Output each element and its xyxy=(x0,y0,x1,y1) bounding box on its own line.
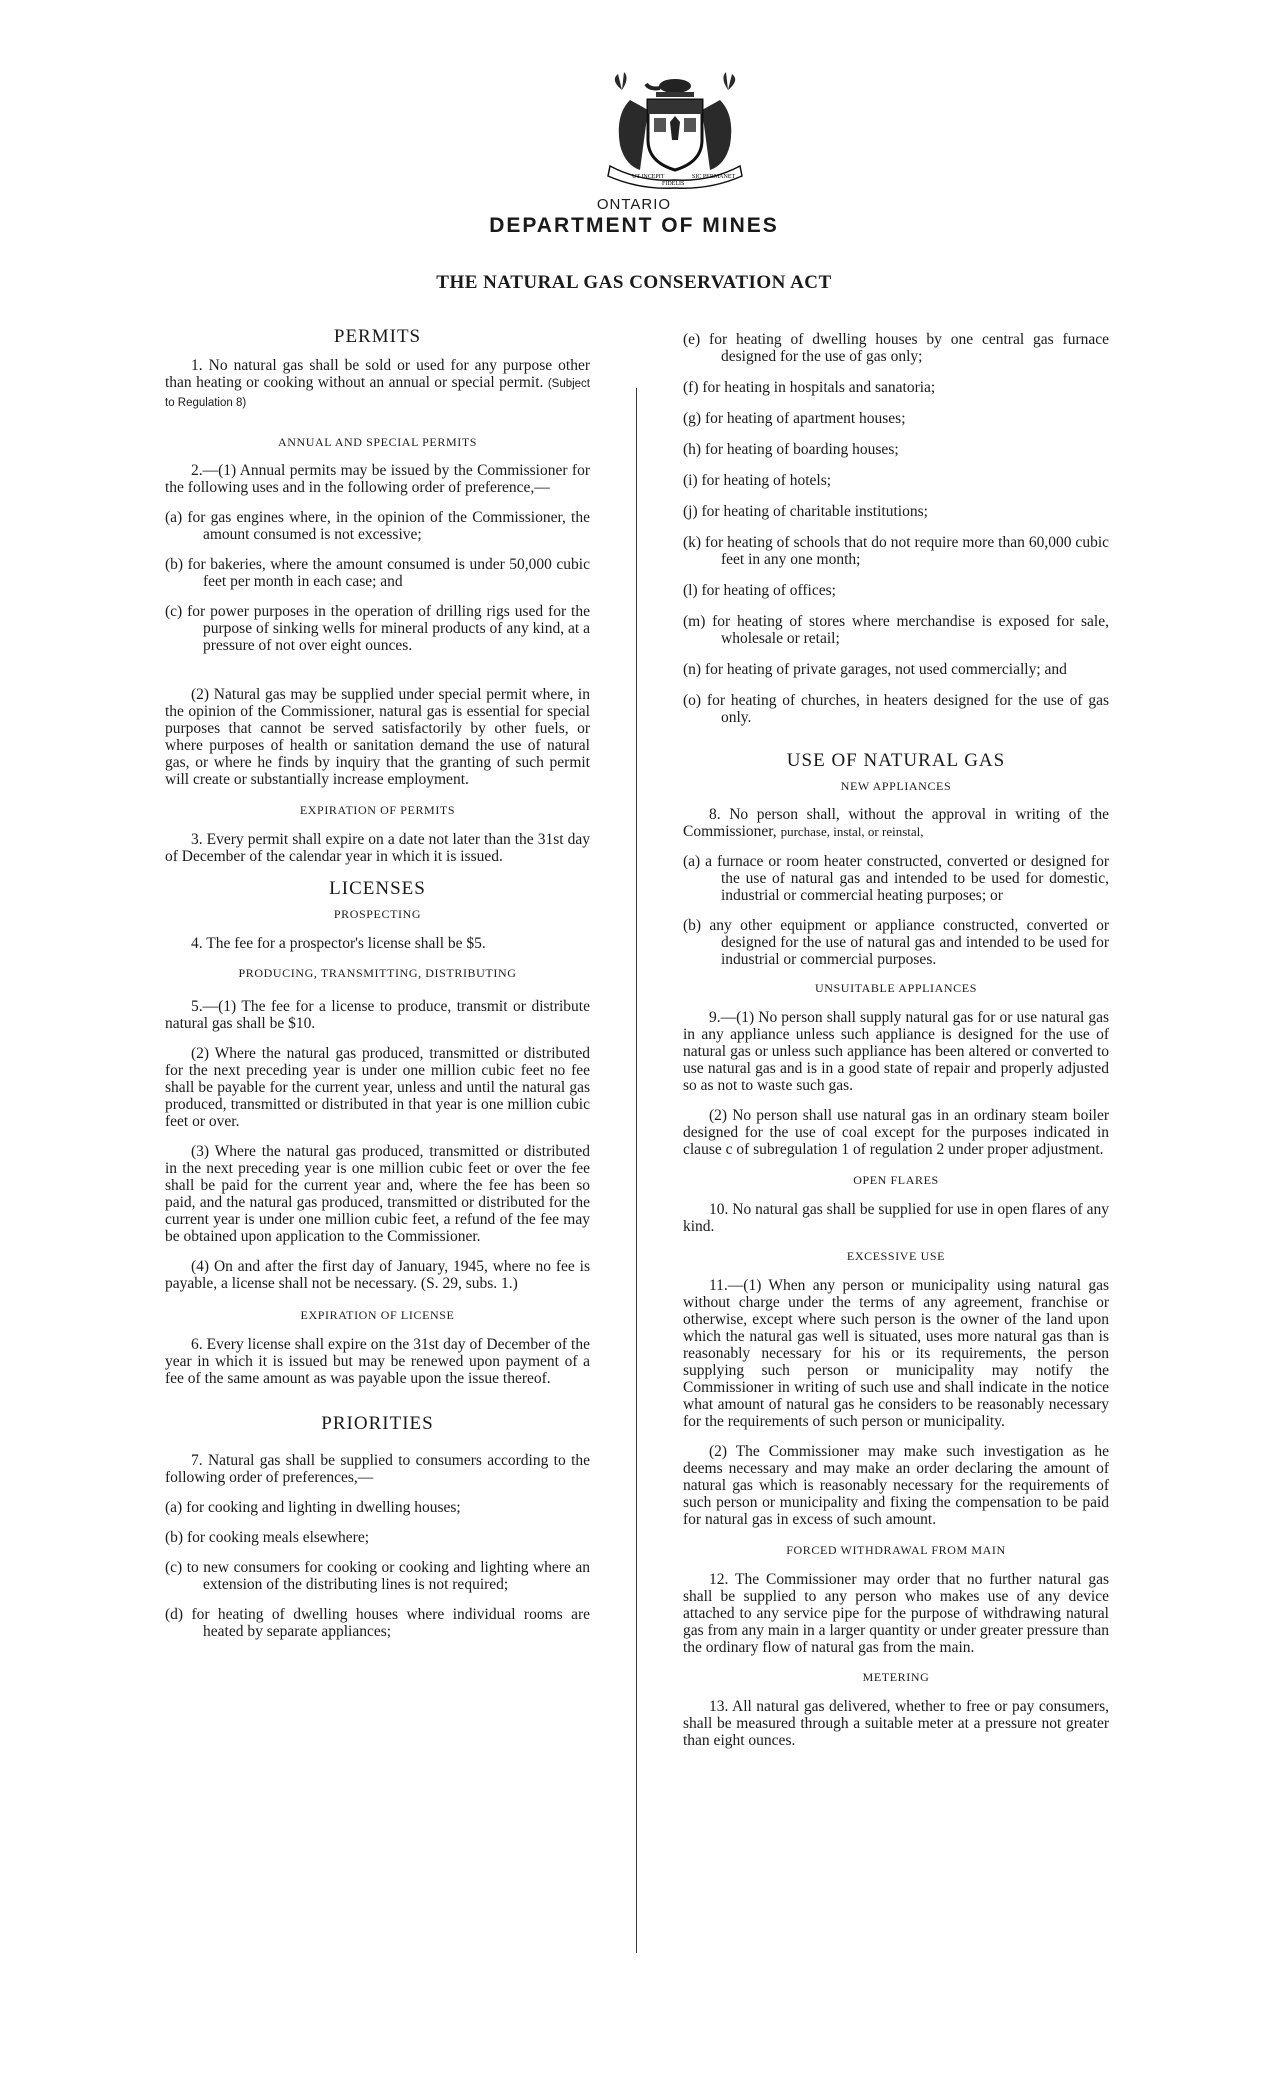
regulation-1: 1. No natural gas shall be sold or used for any purpose other than heating or cooking without an annual or special permit. (Subject to Regulation 8) xyxy=(165,357,590,409)
regulation-2-1: 2.—(1) Annual permits may be issued by the Commissioner for the following uses and in the following order of preference,— xyxy=(165,462,590,496)
regulation-7: 7. Natural gas shall be supplied to consumers according to the following order of preferences,— xyxy=(165,1452,590,1486)
regulation-7-j: (j) for heating of charitable institutions; xyxy=(683,503,928,520)
regulation-7-i: (i) for heating of hotels; xyxy=(683,472,832,489)
regulation-5-3: (3) Where the natural gas produced, transmitted or distributed in the next preceding year is one million cubic feet or over the fee shall be paid for the current year and, where the fee has been so paid, and the natural gas produced, transmitted or distributed for the current year is under one million cubic feet, a refund of the fee may be obtained upon application to the Commissioner. xyxy=(165,1143,590,1245)
department-name: DEPARTMENT OF MINES xyxy=(489,214,779,237)
regulation-5-4: (4) On and after the first day of January, 1945, where no fee is payable, a license shall not be necessary. (S. 29, subs. 1.) xyxy=(165,1258,590,1292)
subheading-prospecting: PROSPECTING xyxy=(333,907,422,921)
regulation-7-o: (o) for heating of churches, in heaters designed for the use of gas only. xyxy=(683,692,1109,726)
subheading-excessive-use: EXCESSIVE USE xyxy=(846,1249,946,1263)
section-heading-permits: PERMITS xyxy=(333,326,422,347)
regulation-7-a: (a) for cooking and lighting in dwelling houses; xyxy=(165,1499,461,1516)
regulation-7-g: (g) for heating of apartment houses; xyxy=(683,410,906,427)
regulation-8-b: (b) any other equipment or appliance constructed, converted or designed for the use of natural gas and intended to be used for industrial or commercial purposes. xyxy=(683,917,1109,968)
section-heading-use-of-natural-gas: USE OF NATURAL GAS xyxy=(786,750,1006,771)
regulation-7-e: (e) for heating of dwelling houses by one central gas furnace designed for the use of gas only; xyxy=(683,331,1109,365)
right-column xyxy=(683,326,1109,1749)
regulation-5-2: (2) Where the natural gas produced, transmitted or distributed for the next preceding year is under one million cubic feet no fee shall be payable for the current year, unless and until the natural gas produced, transmitted or distributed in that year is one million cubic feet or over. xyxy=(165,1045,590,1130)
regulation-8: 8. No person shall, without the approval in writing of the Commissioner, purchase, instal, or reinstal, xyxy=(683,806,1109,840)
subheading-metering: METERING xyxy=(862,1670,930,1684)
subheading-annual-special-permits: ANNUAL AND SPECIAL PERMITS xyxy=(277,435,478,449)
regulation-7-l: (l) for heating of offices; xyxy=(683,582,836,599)
regulation-8-a: (a) a furnace or room heater constructed, converted or designed for the use of natural gas and intended to be used for domestic, industrial or commercial heating purposes; or xyxy=(683,853,1109,904)
regulation-2-b: (b) for bakeries, where the amount consumed is under 50,000 cubic feet per month in each case; and xyxy=(165,556,590,590)
subheading-expiration-of-license: EXPIRATION OF LICENSE xyxy=(300,1308,455,1322)
regulation-7-m: (m) for heating of stores where merchandise is exposed for sale, wholesale or retail; xyxy=(683,613,1109,647)
regulation-10: 10. No natural gas shall be supplied for use in open flares of any kind. xyxy=(683,1201,1109,1235)
regulation-2-c: (c) for power purposes in the operation of drilling rigs used for the purpose of sinking wells for mineral products of any kind, at a pressure of not over eight ounces. xyxy=(165,603,590,654)
subheading-forced-withdrawal: FORCED WITHDRAWAL FROM MAIN xyxy=(786,1543,1006,1557)
section-heading-licenses: LICENSES xyxy=(329,878,426,899)
regulation-11-2: (2) The Commissioner may make such investigation as he deems necessary and may make an order declaring the amount of natural gas which is reasonably necessary for the requirements of such person or municipality and fixing the compensation to be paid for natural gas in excess of such amount. xyxy=(683,1443,1109,1528)
regulation-7-b: (b) for cooking meals elsewhere; xyxy=(165,1529,370,1546)
regulation-12: 12. The Commissioner may order that no further natural gas shall be supplied to any person who makes use of any device attached to any service pipe for the purpose of withdrawing natural gas from any main in a larger quantity or under greater pressure than the ordinary flow of natural gas from the main. xyxy=(683,1571,1109,1656)
ontario-coat-of-arms xyxy=(570,70,780,190)
province-name: ONTARIO xyxy=(596,196,672,213)
left-column xyxy=(165,326,590,1640)
subheading-expiration-of-permits: EXPIRATION OF PERMITS xyxy=(299,803,456,817)
regulation-1-note: (Subject to Regulation 8) xyxy=(165,378,590,409)
regulation-6: 6. Every license shall expire on the 31st day of December of the year in which it is issued but may be renewed upon payment of a fee of the same amount as was payable upon the issue thereof. xyxy=(165,1336,590,1387)
subheading-producing-transmitting-distributing: PRODUCING, TRANSMITTING, DISTRIBUTING xyxy=(238,966,517,980)
regulation-7-k: (k) for heating of schools that do not require more than 60,000 cubic feet in any one month; xyxy=(683,534,1109,568)
regulation-2-2: (2) Natural gas may be supplied under special permit where, in the opinion of the Commissioner, natural gas is essential for special purposes that cannot be served satisfactorily by other fuels, or where purposes of health or sanitation demand the use of natural gas, or where he finds by inquiry that the granting of such permit will create or substantially increase employment. xyxy=(165,686,590,788)
regulation-7-h: (h) for heating of boarding houses; xyxy=(683,441,899,458)
regulation-7-f: (f) for heating in hospitals and sanatoria; xyxy=(683,379,936,396)
regulation-13: 13. All natural gas delivered, whether to free or pay consumers, shall be measured through a suitable meter at a pressure not greater than eight ounces. xyxy=(683,1698,1109,1749)
regulation-7-d: (d) for heating of dwelling houses where individual rooms are heated by separate appliances; xyxy=(165,1606,590,1640)
regulation-7-n: (n) for heating of private garages, not used commercially; and xyxy=(683,661,1067,678)
crest-motto-left: UT INCEPIT xyxy=(632,174,665,180)
crest-motto-right: SIC PERMANET xyxy=(692,174,736,180)
act-title: THE NATURAL GAS CONSERVATION ACT xyxy=(436,272,832,293)
regulation-5-1: 5.—(1) The fee for a license to produce, transmit or distribute natural gas shall be $10. xyxy=(165,998,590,1032)
subheading-open-flares: OPEN FLARES xyxy=(853,1173,939,1187)
section-heading-priorities: PRIORITIES xyxy=(321,1413,434,1434)
regulation-2-a: (a) for gas engines where, in the opinion of the Commissioner, the amount consumed is not excessive; xyxy=(165,509,590,543)
column-divider xyxy=(636,388,637,1953)
regulation-9-1: 9.—(1) No person shall supply natural gas for or use natural gas in any appliance unless such appliance is designed for the use of natural gas or unless such appliance has been altered or converted to use natural gas and is in a good state of repair and properly adjusted so as not to waste such gas. xyxy=(683,1009,1109,1094)
regulation-7-c: (c) to new consumers for cooking or cooking and lighting where an extension of the distributing lines is not required; xyxy=(165,1559,590,1593)
crest-motto-center: FIDELIS xyxy=(662,181,685,187)
regulation-9-2: (2) No person shall use natural gas in an ordinary steam boiler designed for the use of coal except for the purposes indicated in clause c of subregulation 1 of regulation 2 under proper adjustment. xyxy=(683,1107,1109,1158)
subheading-unsuitable-appliances: UNSUITABLE APPLIANCES xyxy=(815,981,977,995)
regulation-3: 3. Every permit shall expire on a date not later than the 31st day of December of the calendar year in which it is issued. xyxy=(165,831,590,865)
regulation-4: 4. The fee for a prospector's license shall be $5. xyxy=(191,935,486,952)
regulation-11-1: 11.—(1) When any person or municipality using natural gas without charge under the terms of any agreement, franchise or otherwise, except where such person is the owner of the land upon which the natural gas well is situated, uses more natural gas than is reasonably necessary for his or its requirements, the person supplying such person or municipality may notify the Commissioner in writing of such use and shall indicate in the notice what amount of natural gas he considers to be reasonably necessary for the requirements of such person or municipality. xyxy=(683,1277,1109,1430)
subheading-new-appliances: NEW APPLIANCES xyxy=(840,779,952,793)
